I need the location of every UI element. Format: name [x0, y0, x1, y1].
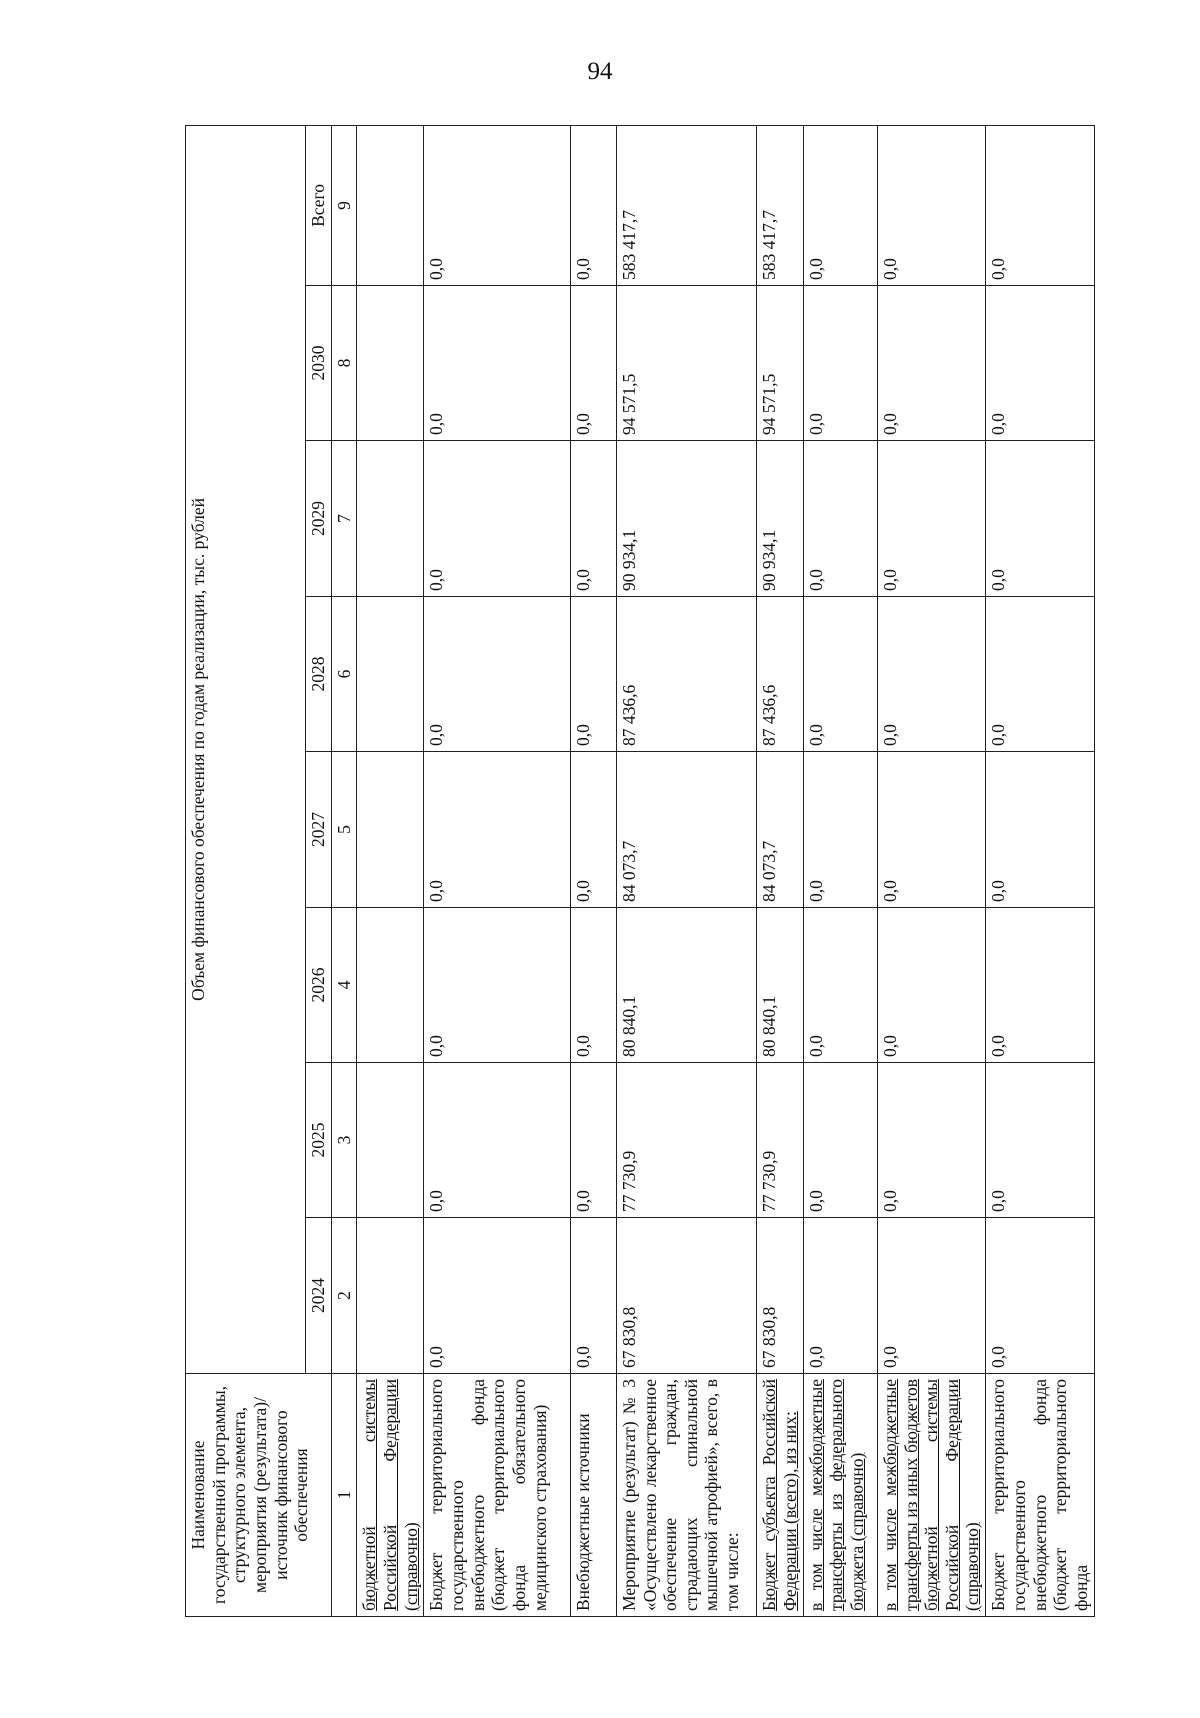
column-number: 2 — [331, 1218, 357, 1374]
table-row — [877, 125, 986, 1616]
value-cell: 0,0 — [986, 286, 1095, 441]
column-number: 1 — [331, 1374, 357, 1617]
value-cell — [357, 908, 424, 1063]
value-cell: 0,0 — [424, 1218, 570, 1374]
value-cell: 0,0 — [570, 1218, 616, 1374]
column-number: 9 — [331, 125, 357, 285]
column-number: 6 — [331, 597, 357, 752]
value-cell: 0,0 — [803, 1063, 877, 1218]
row-name: бюджетной системы Российской Федерации (справочно) — [357, 1374, 424, 1617]
year-header: 2030 — [306, 286, 332, 441]
value-cell: 94 571,5 — [616, 286, 756, 441]
value-cell: 0,0 — [803, 752, 877, 908]
value-cell: 0,0 — [570, 752, 616, 908]
value-cell: 583 417,7 — [616, 125, 756, 285]
name-column-header: Наименование государственной программы, структурного элемента, мероприятия (результата)/источник финансового обеспечения — [186, 1374, 332, 1617]
value-cell: 0,0 — [803, 1218, 877, 1374]
row-name: в том числе межбюджетные трансферты из федерального бюджета (справочно) — [803, 1374, 877, 1617]
year-header: 2028 — [306, 597, 332, 752]
value-cell — [357, 286, 424, 441]
value-cell: 0,0 — [986, 597, 1095, 752]
column-number: 3 — [331, 1063, 357, 1218]
column-number: 7 — [331, 441, 357, 597]
column-number-row — [331, 125, 357, 1616]
value-cell: 0,0 — [570, 125, 616, 285]
value-cell: 84 073,7 — [757, 752, 803, 908]
row-name: в том числе межбюджетные трансферты из иных бюджетов бюджетной системы Российской Федерации (справочно) — [877, 1374, 986, 1617]
value-cell: 0,0 — [424, 1063, 570, 1218]
value-cell: 0,0 — [986, 125, 1095, 285]
value-cell: 0,0 — [803, 441, 877, 597]
header-row-top — [186, 125, 306, 1616]
table-row — [986, 125, 1095, 1616]
table-row — [616, 125, 756, 1616]
year-header: 2027 — [306, 752, 332, 908]
row-name: Бюджет субъекта Российской Федерации (всего), из них: — [757, 1374, 803, 1617]
value-cell: 77 730,9 — [757, 1063, 803, 1218]
value-cell: 0,0 — [877, 908, 986, 1063]
value-cell: 0,0 — [424, 286, 570, 441]
value-cell: 80 840,1 — [616, 908, 756, 1063]
value-cell — [357, 597, 424, 752]
year-header: 2026 — [306, 908, 332, 1063]
table-row — [357, 125, 424, 1616]
value-cell: 0,0 — [570, 441, 616, 597]
value-cell: 0,0 — [877, 1218, 986, 1374]
value-cell: 84 073,7 — [616, 752, 756, 908]
value-cell: 0,0 — [570, 597, 616, 752]
value-cell: 583 417,7 — [757, 125, 803, 285]
value-cell: 90 934,1 — [757, 441, 803, 597]
row-name: Внебюджетные источники — [570, 1374, 616, 1617]
row-name: Мероприятие (результат) № 3 «Осуществлено лекарственное обеспечение граждан, страдающих спинальной мышечной атрофией», всего, в том числе: — [616, 1374, 756, 1617]
year-header: 2025 — [306, 1063, 332, 1218]
row-name: Бюджет территориального государственного внебюджетного фонда (бюджет территориального фонда — [986, 1374, 1095, 1617]
value-cell: 0,0 — [986, 441, 1095, 597]
table-body — [357, 125, 1095, 1616]
value-cell: 0,0 — [424, 752, 570, 908]
value-cell: 87 436,6 — [757, 597, 803, 752]
value-cell: 0,0 — [986, 1218, 1095, 1374]
value-cell: 0,0 — [424, 441, 570, 597]
value-cell: 67 830,8 — [757, 1218, 803, 1374]
value-cell: 0,0 — [803, 908, 877, 1063]
rotated-table-container — [185, 126, 1095, 1617]
value-cell: 77 730,9 — [616, 1063, 756, 1218]
column-number: 5 — [331, 752, 357, 908]
value-cell: 0,0 — [877, 441, 986, 597]
value-cell: 67 830,8 — [616, 1218, 756, 1374]
row-name: Бюджет территориального государственного внебюджетного фонда (бюджет территориального фонда обязательного медицинского страхования) — [424, 1374, 570, 1617]
value-cell — [357, 1218, 424, 1374]
value-cell: 0,0 — [570, 286, 616, 441]
value-cell: 0,0 — [877, 597, 986, 752]
column-number: 8 — [331, 286, 357, 441]
value-cell — [357, 125, 424, 285]
value-cell: 0,0 — [424, 597, 570, 752]
value-cell: 0,0 — [424, 908, 570, 1063]
table-row — [570, 125, 616, 1616]
value-cell: 0,0 — [877, 125, 986, 285]
value-cell: 0,0 — [986, 752, 1095, 908]
value-cell: 0,0 — [570, 908, 616, 1063]
page-number: 94 — [587, 58, 613, 85]
year-header: 2024 — [306, 1218, 332, 1374]
column-number: 4 — [331, 908, 357, 1063]
value-cell: 94 571,5 — [757, 286, 803, 441]
value-cell: 0,0 — [877, 752, 986, 908]
value-cell: 90 934,1 — [616, 441, 756, 597]
value-cell: 0,0 — [986, 1063, 1095, 1218]
value-cell: 0,0 — [877, 286, 986, 441]
value-cell: 0,0 — [803, 597, 877, 752]
value-cell: 0,0 — [424, 125, 570, 285]
table-row — [757, 125, 803, 1616]
value-cell: 87 436,6 — [616, 597, 756, 752]
financing-group-header: Объем финансового обеспечения по годам реализации, тыс. рублей — [186, 125, 306, 1373]
value-cell: 80 840,1 — [757, 908, 803, 1063]
value-cell: 0,0 — [803, 286, 877, 441]
value-cell: 0,0 — [570, 1063, 616, 1218]
table-row — [424, 125, 570, 1616]
value-cell — [357, 441, 424, 597]
value-cell: 0,0 — [803, 125, 877, 285]
financing-table — [185, 125, 1095, 1617]
year-header: 2029 — [306, 441, 332, 597]
table-row — [803, 125, 877, 1616]
value-cell: 0,0 — [986, 908, 1095, 1063]
total-header: Всего — [306, 125, 332, 285]
value-cell: 0,0 — [877, 1063, 986, 1218]
value-cell — [357, 1063, 424, 1218]
value-cell — [357, 752, 424, 908]
